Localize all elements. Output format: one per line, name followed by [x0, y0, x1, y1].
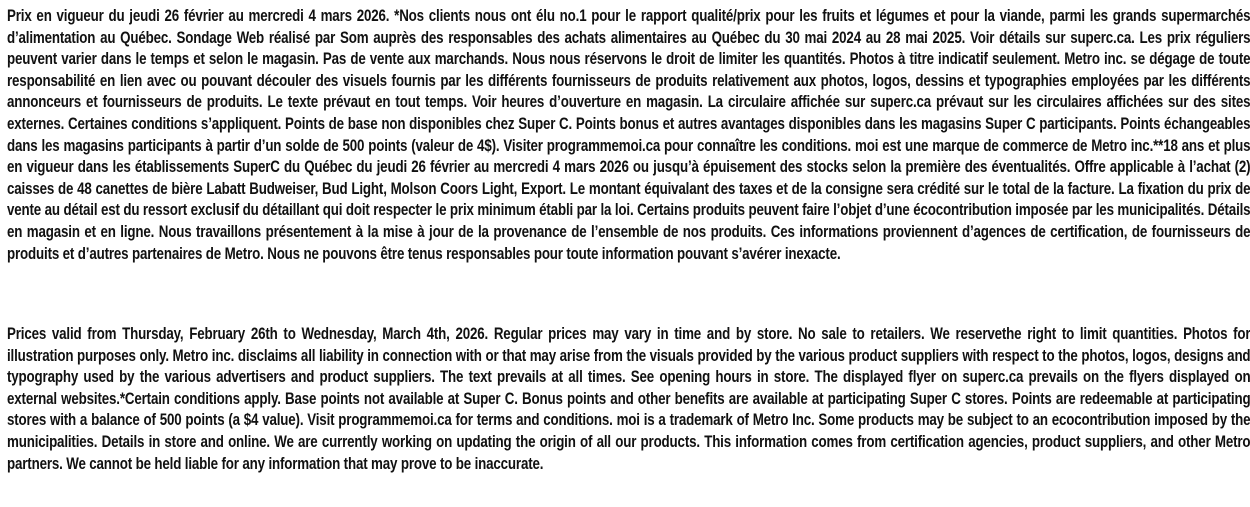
english-disclaimer-paragraph: Prices valid from Thursday, February 26th to Wednesday, March 4th, 2026. Regular prices may vary in time and by store. No sale to retailers. We reservethe right to limit quantities. Photos for illustration purposes only. Metro inc. disclaims all liability in connection with or that may arise from the visuals provided by the various product suppliers with respect to the photos, logos, designs and typography used by the various advertisers and product suppliers. The text prevails at all times. See opening hours in store. The displayed flyer on superc.ca prevails on the flyers displayed on external websites.*Certain conditions apply. Base points not available at Super C. Bonus points and other benefits are available at participating Super C stores. Points are redeemable at participating stores with a balance of 500 points (a $4 value). Visit programmemoi.ca for terms and conditions. moi is a trademark of Metro Inc. Some products may be subject to an ecocontribution imposed by the municipalities. Details in store and online. We are currently working on updating the origin of all our products. This information comes from certification agencies, product suppliers, and other Metro partners. We cannot be held liable for any information that may prove to be inaccurate.: [7, 324, 1250, 473]
french-disclaimer-paragraph: Prix en vigueur du jeudi 26 février au mercredi 4 mars 2026. *Nos clients nous ont élu no.1 pour le rapport qualité/prix pour les fruits et légumes et pour la viande, parmi les grands supermarchés d’alimentation au Québec. Sondage Web réalisé par Som auprès des responsables des achats alimentaires au Québec du 30 mai 2024 au 28 mai 2025. Voir détails sur superc.ca. Les prix réguliers peuvent varier dans le temps et selon le magasin. Pas de vente aux marchands. Nous nous réservons le droit de limiter les quantités. Photos à titre indicatif seulement. Metro inc. se dégage de toute responsabilité en lien avec ou pouvant découler des visuels fournis par les différents fournisseurs de produits relativement aux photos, logos, dessins et typographies employées par les différents annonceurs et fournisseurs de produits. Le texte prévaut en tout temps. Voir heures d’ouverture en magasin. La circulaire affichée sur superc.ca prévaut sur les circulaires affichées sur des sites externes. Certaines conditions s’appliquent. Points de base non disponibles chez Super C. Points bonus et autres avantages disponibles dans les magasins Super C participants. Points échangeables dans les magasins participants à partir d’un solde de 500 points (valeur de 4$). Visiter programmemoi.ca pour connaître les conditions. moi est une marque de commerce de Metro inc.**18 ans et plus en vigueur dans les établissements SuperC du Québec du jeudi 26 février au mercredi 4 mars 2026 ou jusqu’à épuisement des stocks selon la première des éventualités. Offre applicable à l’achat (2) caisses de 48 canettes de bière Labatt Budweiser, Bud Light, Molson Coors Light, Export. Le montant équivalant des taxes et de la consigne sera crédité sur le total de la facture. La fixation du prix de vente au détail est du ressort exclusif du détaillant qui doit respecter le prix minimum établi par la loi. Certains produits peuvent faire l’objet d’une écocontribution imposée par les municipalités. Détails en magasin et en ligne. Nous travaillons présentement à la mise à jour de la provenance de l’ensemble de nos produits. Ces informations proviennent d’agences de certification, de fournisseurs de produits et d’autres partenaires de Metro. Nous ne pouvons être tenus responsables pour toute information pouvant s’avérer inexacte.: [7, 6, 1250, 263]
